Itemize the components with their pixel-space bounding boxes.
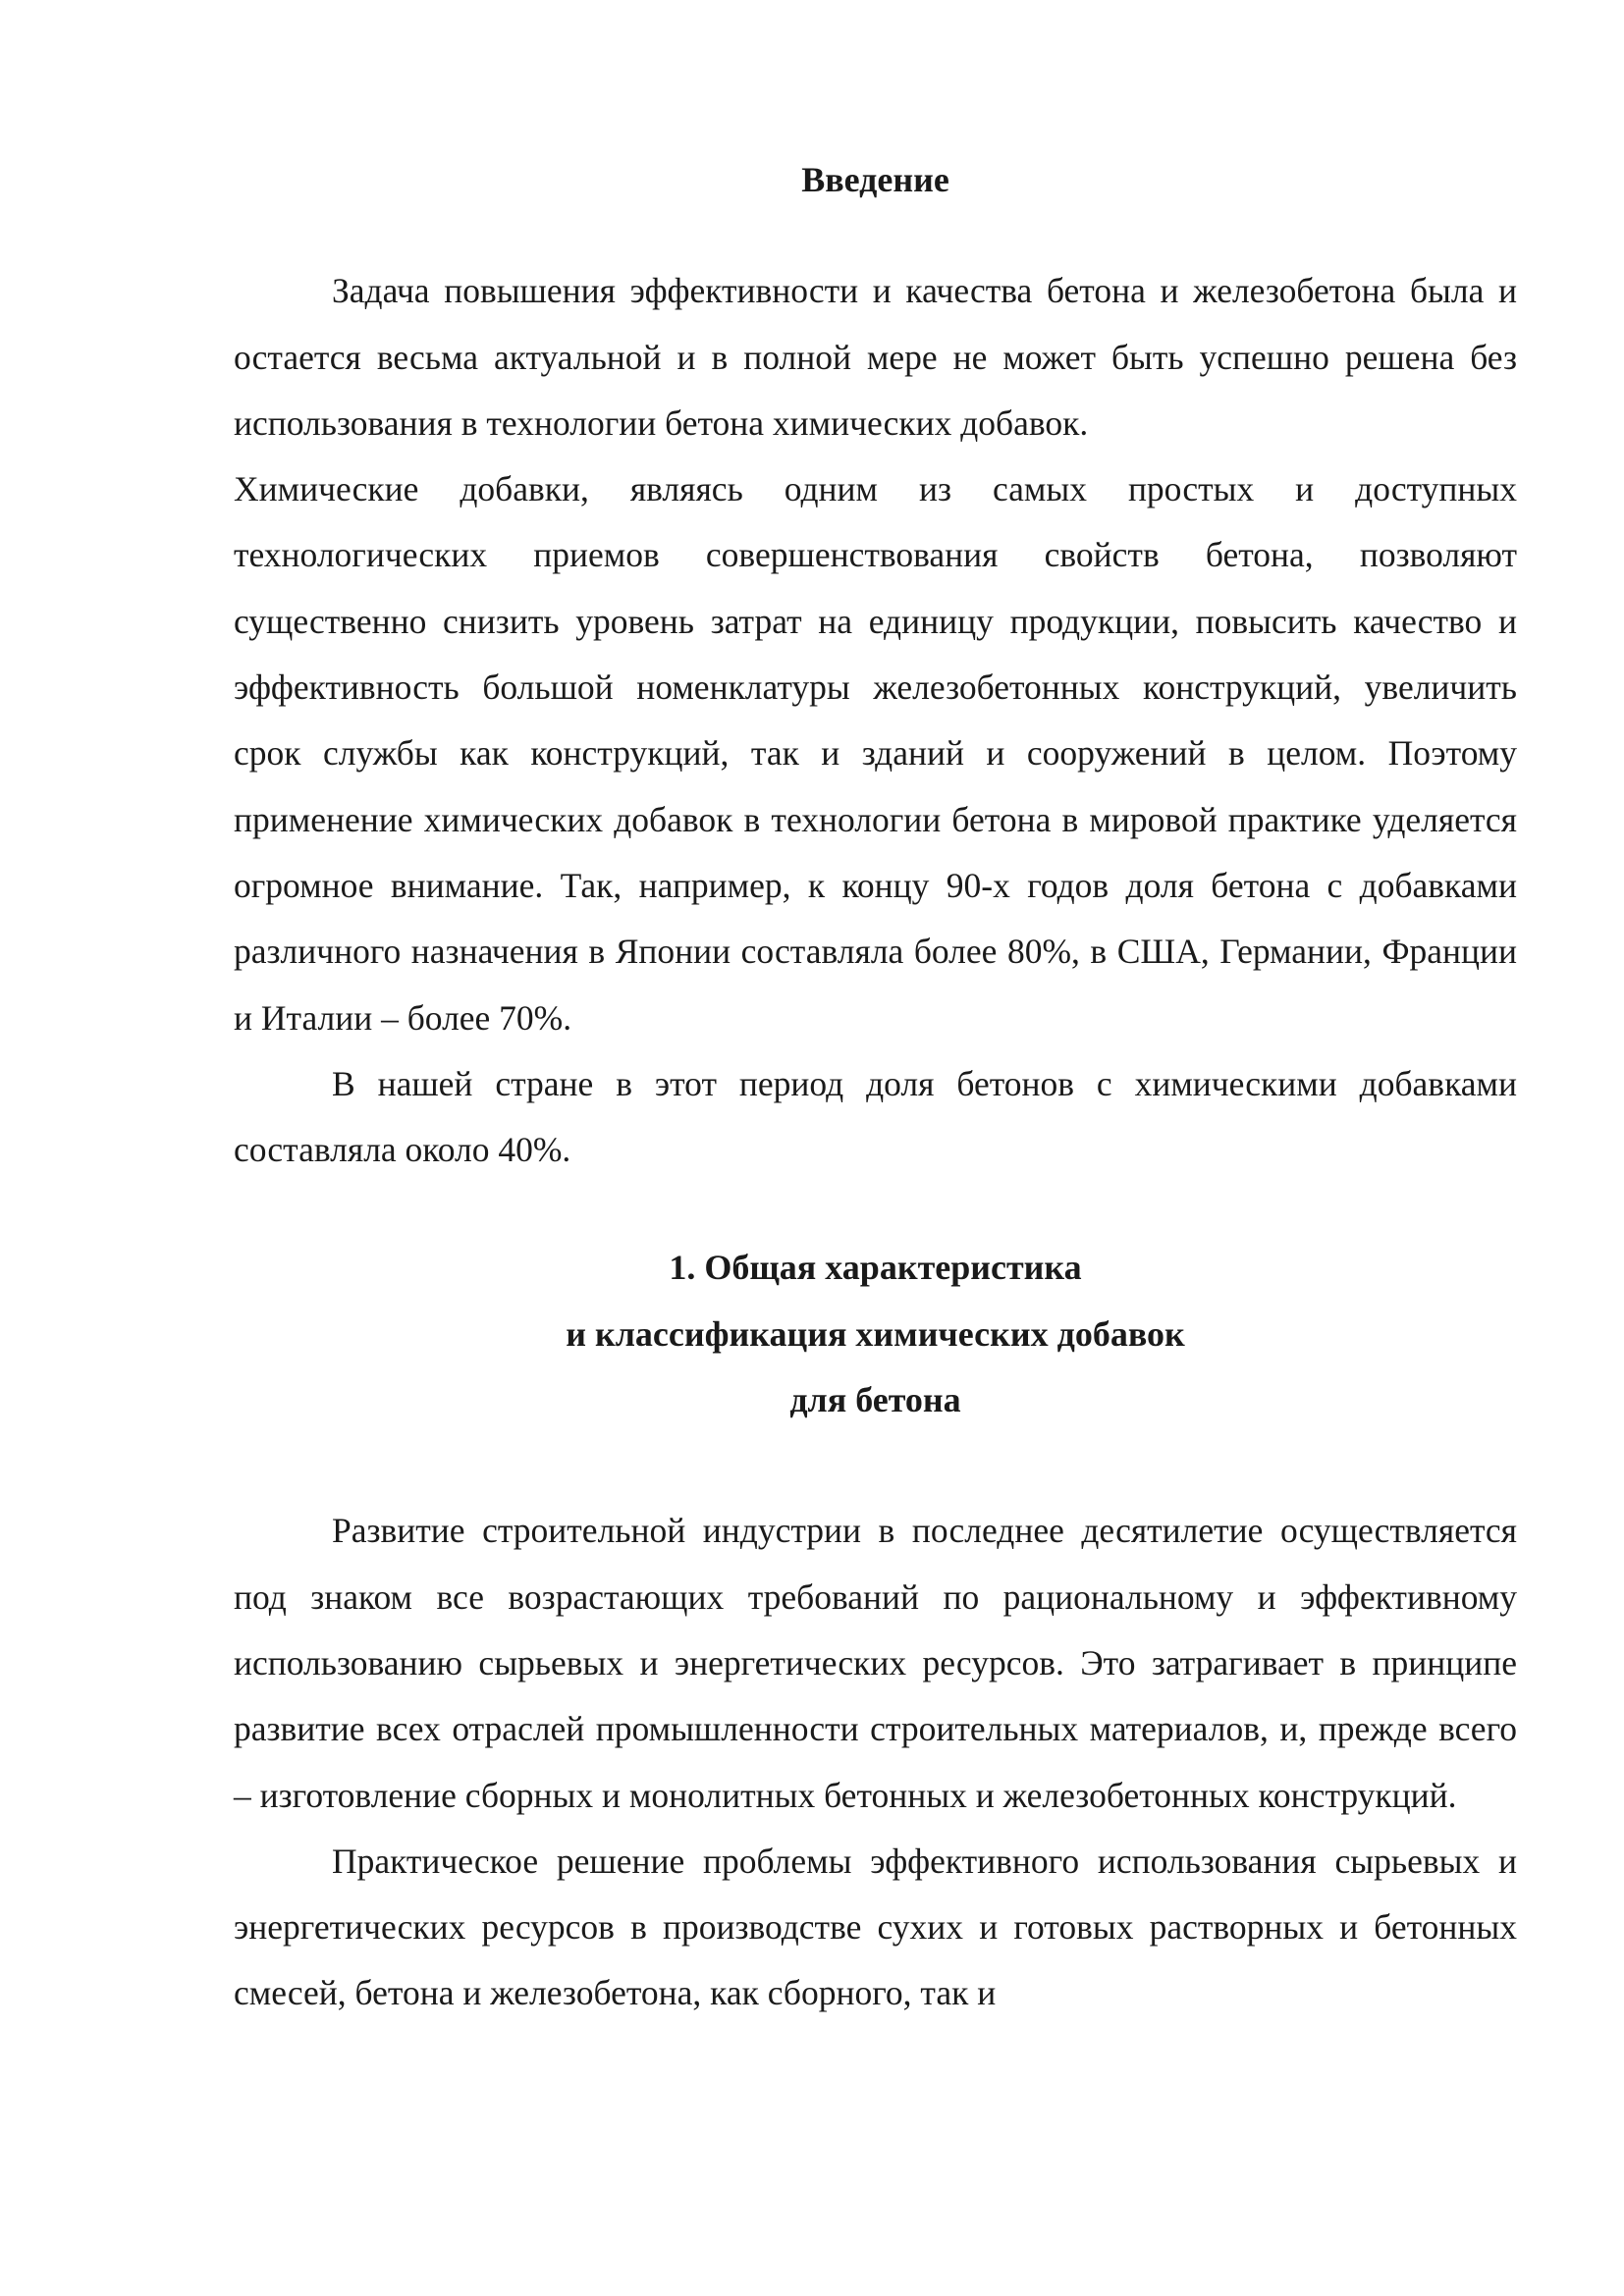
intro-paragraph-2: Химические добавки, являясь одним из самых простых и доступных технологических приемов совершенствования свойств бетона, позволяют существенно снизить уровень затрат на единицу продукции, повысить качество и эффективность большой номенклатуры железобетонных конструкций, увеличить срок службы как конструкций, так и зданий и сооружений в целом. Поэтому применение химических добавок в технологии бетона в мировой практике уделяется огромное внимание. Так, например, к концу 90-х годов доля бетона с добавками различного назначения в Японии составляла более 80%, в США, Германии, Франции и Италии – более 70%. xyxy=(234,469,1517,1038)
section-1-heading-line-3: для бетона xyxy=(789,1380,961,1420)
document-page xyxy=(234,147,1517,2027)
section-1-heading-line-1: 1. Общая характеристика xyxy=(669,1248,1082,1288)
intro-paragraph-3: В нашей стране в этот период доля бетонов с химическими добавками составляла около 40%. xyxy=(234,1063,1517,1170)
section-1-heading-line-2: и классификация химических добавок xyxy=(566,1313,1185,1354)
intro-paragraph-1: Задача повышения эффективности и качества бетона и железобетона была и остается весьма актуальной и в полной мере не может быть успешно решена без использования в технологии бетона химических добавок. xyxy=(234,271,1517,443)
intro-heading: Введение xyxy=(801,160,949,199)
section-1-paragraph-1: Развитие строительной индустрии в последнее десятилетие осуществляется под знаком все возрастающих требований по рациональному и эффективному использованию сырьевых и энергетических ресурсов. Это затрагивает в принципе развитие всех отраслей промышленности строительных материалов, и, прежде всего – изготовление сборных и монолитных бетонных и железобетонных конструкций. xyxy=(234,1511,1517,1815)
section-1-heading xyxy=(234,1235,1517,1433)
section-1-paragraph-2: Практическое решение проблемы эффективного использования сырьевых и энергетических ресурсов в производстве сухих и готовых растворных и бетонных смесей, бетона и железобетона, как сборного, так и xyxy=(234,1841,1517,2013)
